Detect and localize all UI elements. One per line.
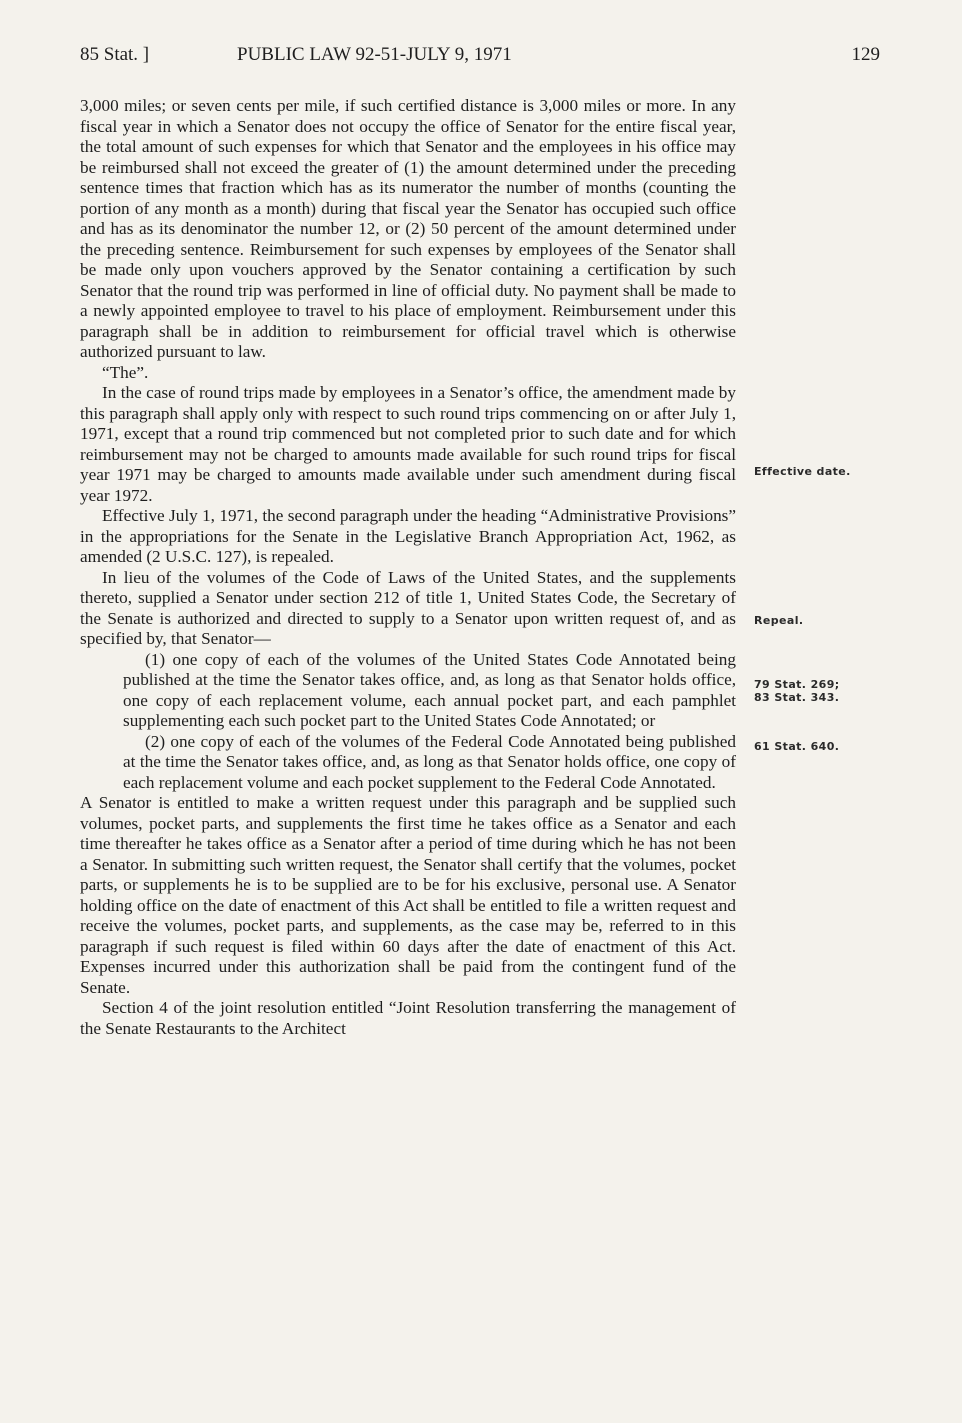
margin-note-effective-date: Effective date. (754, 465, 851, 478)
page-header (80, 44, 880, 70)
statute-volume: 85 Stat. ] (80, 44, 150, 65)
margin-note-stat-ref-3: 61 Stat. 640. (754, 740, 840, 753)
paragraph-travel-reimbursement: 3,000 miles; or seven cents per mile, if such certified distance is 3,000 miles or more. In any fiscal year in which a Senator does not occupy the office of Senator for the entire fiscal year, the total amount of such expenses for which that Senator and the employees in his office may be reimbursed shall not exceed the greater of (1) the amount determined under the preceding sentence times that fraction which has as its numerator the number of months (counting the portion of any month as a month) during that fiscal year the Senator has occupied such office and has as its denominator the number 12, or (2) 50 percent of the amount determined under the preceding sentence. Reimbursement for such expenses by employees of the Senator shall be made only upon vouchers approved by the Senator containing a certification by such Senator that the round trip was performed in line of official duty. No payment shall be made to a newly appointed employee to travel to his place of employment. Reimbursement under this paragraph shall be in addition to reimbursement for official travel which is otherwise authorized pursuant to law. (80, 96, 736, 361)
margin-note-repeal: Repeal. (754, 614, 804, 627)
body-text (80, 96, 736, 1039)
paragraph-section-4: Section 4 of the joint resolution entitled “Joint Resolution transferring the management of the Senate Restaurants to the Architect (80, 998, 736, 1038)
paragraph-round-trips: In the case of round trips made by employees in a Senator’s office, the amendment made by this paragraph shall apply only with respect to such round trips commencing on or after July 1, 1971, except that a round trip commenced but not completed prior to such date and for which reimbursement may not be charged to amounts made available for such round trips for fiscal year 1971 may be charged to amounts made available under such amendment during fiscal year 1972. (80, 383, 736, 505)
paragraph-code-volumes: In lieu of the volumes of the Code of Laws of the United States, and the supplements thereto, supplied a Senator under section 212 of title 1, United States Code, the Secretary of the Senate is authorized and directed to supply to a Senator upon written request of, and as specified by, that Senator— (80, 567, 736, 648)
list-item-usca: (1) one copy of each of the volumes of the United States Code Annotated being published at the time the Senator takes office, and, as long as that Senator holds office, one copy of each replacement volume, each annual pocket part, and each pamphlet supplementing each such pocket part to the United States Code Annotated; or (123, 649, 736, 730)
page-number: 129 (851, 44, 880, 65)
list-item-fca: (2) one copy of each of the volumes of the Federal Code Annotated being published at the time the Senator takes office, and, as long as that Senator holds office, one copy of each replacement volume and each pocket supplement to the Federal Code Annotated. (123, 731, 736, 792)
margin-note-stat-ref-2: 83 Stat. 343. (754, 691, 840, 704)
paragraph-the: “The”. (102, 362, 149, 382)
paragraph-repeal: Effective July 1, 1971, the second paragraph under the heading “Administrative Provisions” in the appropriations for the Senate in the Legislative Branch Appropriation Act, 1962, as amended (2 U.S.C. 127), is repealed. (80, 506, 736, 566)
margin-note-stat-ref-1: 79 Stat. 269; (754, 678, 840, 691)
paragraph-written-request: A Senator is entitled to make a written request under this paragraph and be supplied such volumes, pocket parts, and supplements the first time he takes office as a Senator and each time thereafter he takes office as a Senator after a period of time during which he has not been a Senator. In submitting such written request, the Senator shall certify that the volumes, pocket parts, or supplements he is to be supplied are to be for his exclusive, personal use. A Senator holding office on the date of enactment of this Act shall be entitled to file a written request and receive the volumes, pocket parts, and supplements, as the case may be, referred to in this paragraph if such request is filed within 60 days after the date of enactment of this Act. Expenses incurred under this authorization shall be paid from the contingent fund of the Senate. (80, 793, 736, 997)
law-title: PUBLIC LAW 92-51-JULY 9, 1971 (237, 44, 512, 65)
